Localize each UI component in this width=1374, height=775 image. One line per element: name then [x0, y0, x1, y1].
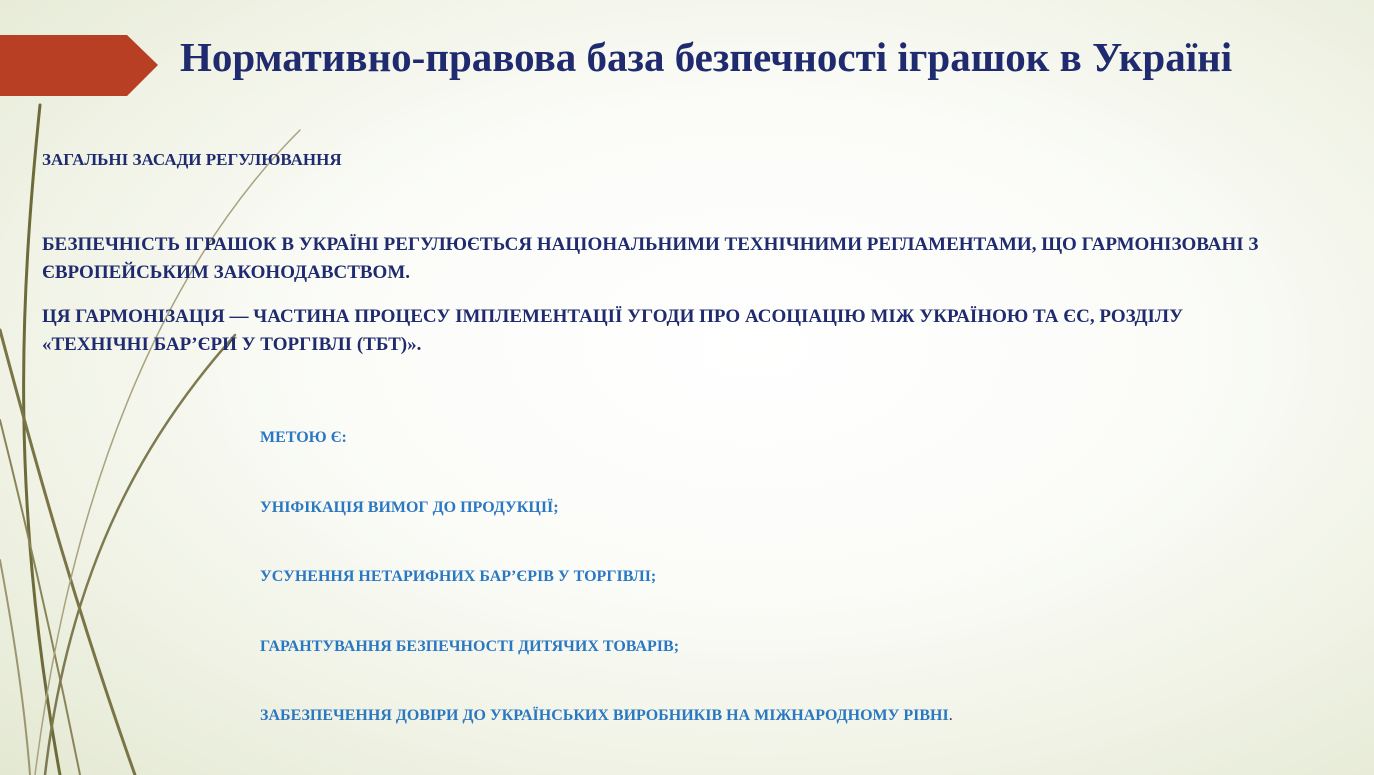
- section-heading: ЗАГАЛЬНІ ЗАСАДИ РЕГУЛЮВАННЯ: [42, 150, 342, 169]
- title-accent-arrow: [0, 35, 158, 96]
- goal-item: УСУНЕННЯ НЕТАРИФНИХ БАР’ЄРІВ У ТОРГІВЛІ;: [260, 568, 657, 585]
- paragraph-harmonization: ЦЯ ГАРМОНІЗАЦІЯ — ЧАСТИНА ПРОЦЕСУ ІМПЛЕМЕНТАЦІЇ УГОДИ ПРО АСОЦІАЦІЮ МІЖ УКРАЇНОЮ ТА ЄС, РОЗДІЛУ «ТЕХНІЧНІ БАР’ЄРИ У ТОРГІВЛІ (ТБТ)».: [42, 306, 1184, 355]
- goal-item-text: ЗАБЕЗПЕЧЕННЯ ДОВІРИ ДО УКРАЇНСЬКИХ ВИРОБНИКІВ НА МІЖНАРОДНОМУ РІВНІ: [260, 707, 949, 724]
- slide-title: Нормативно-правова база безпечності іграшок в Україні: [180, 34, 1233, 80]
- goal-item-last: [260, 707, 953, 725]
- goal-trailing-period: .: [948, 707, 953, 724]
- paragraph-regulation: БЕЗПЕЧНІСТЬ ІГРАШОК В УКРАЇНІ РЕГУЛЮЄТЬСЯ НАЦІОНАЛЬНИМИ ТЕХНІЧНИМИ РЕГЛАМЕНТАМИ, ЩО ГАРМОНІЗОВАНІ З ЄВРОПЕЙСЬКИМ ЗАКОНОДАВСТВОМ.: [42, 234, 1259, 283]
- goals-heading: МЕТОЮ Є:: [260, 429, 347, 446]
- goal-item: ГАРАНТУВАННЯ БЕЗПЕЧНОСТІ ДИТЯЧИХ ТОВАРІВ;: [260, 638, 680, 655]
- goal-item: УНІФІКАЦІЯ ВИМОГ ДО ПРОДУКЦІЇ;: [260, 499, 559, 516]
